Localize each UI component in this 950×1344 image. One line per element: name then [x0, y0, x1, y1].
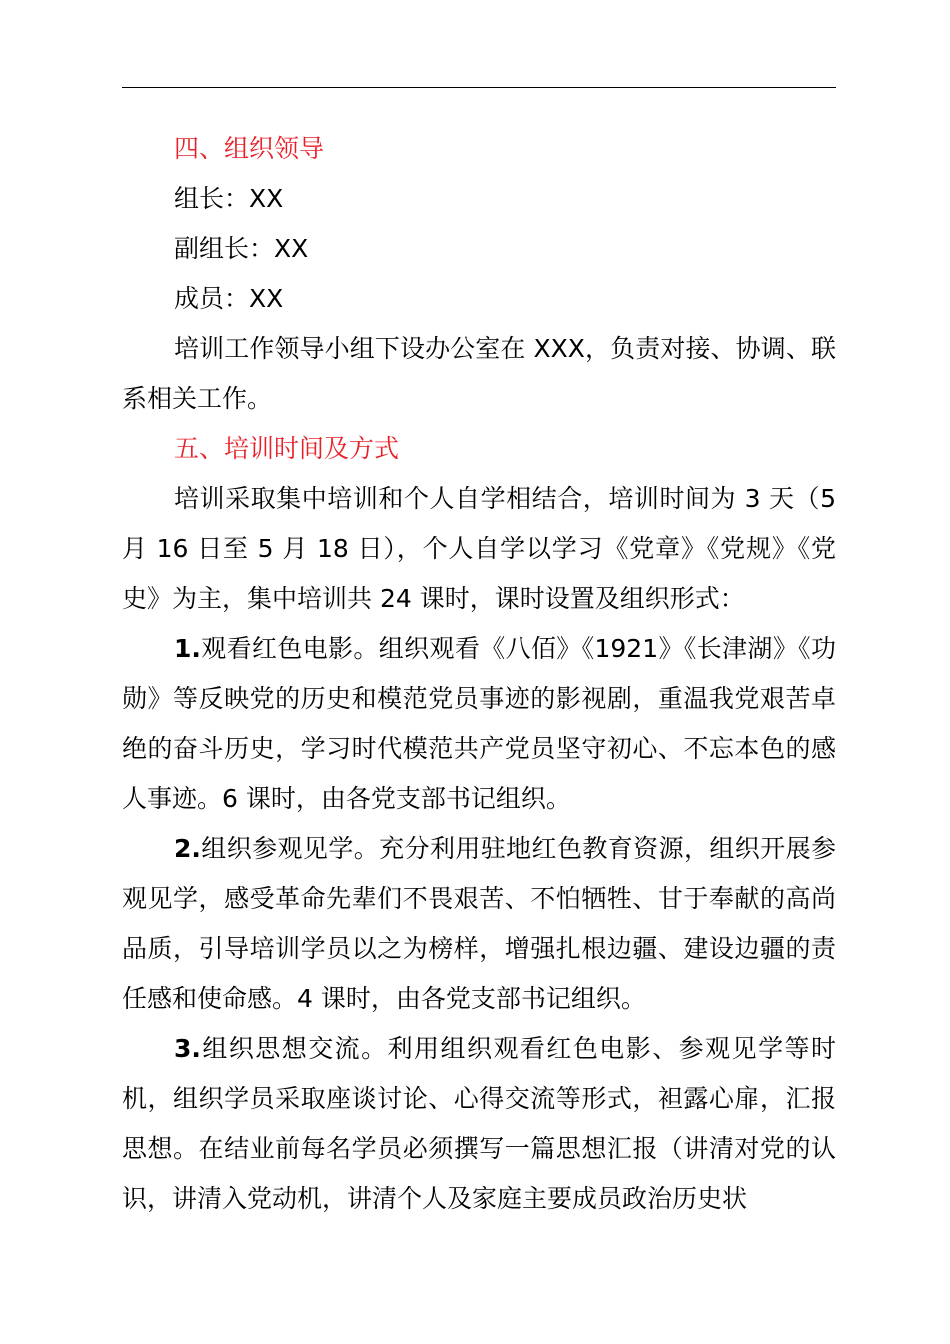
deputy-leader-line: 副组长：XX: [174, 234, 309, 263]
list-item-text: 观看红色电影。组织观看《八佰》《1921》《长津湖》《功勋》等反映党的历史和模范党员事迹的影视剧，重温我党艰苦卓绝的奋斗历史，学习时代模范共产党员坚守初心、不忘本色的感人事迹。6 课时，由各党支部书记组织。: [122, 634, 836, 813]
training-intro-paragraph: 培训采取集中培训和个人自学相结合，培训时间为 3 天（5 月 16 日至 5 月 18 日），个人自学以学习《党章》《党规》《党史》为主，集中培训共 24 课时，课时设置及组织形式：: [122, 484, 836, 613]
list-item: [122, 824, 836, 1024]
section-heading-training-time: 五、培训时间及方式: [174, 434, 400, 463]
header-rule: [122, 87, 836, 88]
list-item: [122, 624, 836, 824]
leader-line: 组长：XX: [174, 184, 284, 213]
section-heading-organization: 四、组织领导: [174, 134, 325, 163]
document-body: [122, 124, 836, 1224]
list-item-text: 组织参观见学。充分利用驻地红色教育资源，组织开展参观见学，感受革命先辈们不畏艰苦、不怕牺牲、甘于奉献的高尚品质，引导培训学员以之为榜样，增强扎根边疆、建设边疆的责任感和使命感。4 课时，由各党支部书记组织。: [122, 834, 836, 1013]
list-item-number: 1.: [174, 634, 201, 663]
list-item-number: 3.: [174, 1034, 201, 1063]
office-paragraph: 培训工作领导小组下设办公室在 XXX，负责对接、协调、联系相关工作。: [122, 334, 836, 413]
list-item: [122, 1024, 836, 1224]
members-line: 成员：XX: [174, 284, 284, 313]
list-item-number: 2.: [174, 834, 201, 863]
list-item-text: 组织思想交流。利用组织观看红色电影、参观见学等时机，组织学员采取座谈讨论、心得交流等形式，袒露心扉，汇报思想。在结业前每名学员必须撰写一篇思想汇报（讲清对党的认识，讲清入党动机，讲清个人及家庭主要成员政治历史状: [122, 1034, 836, 1213]
